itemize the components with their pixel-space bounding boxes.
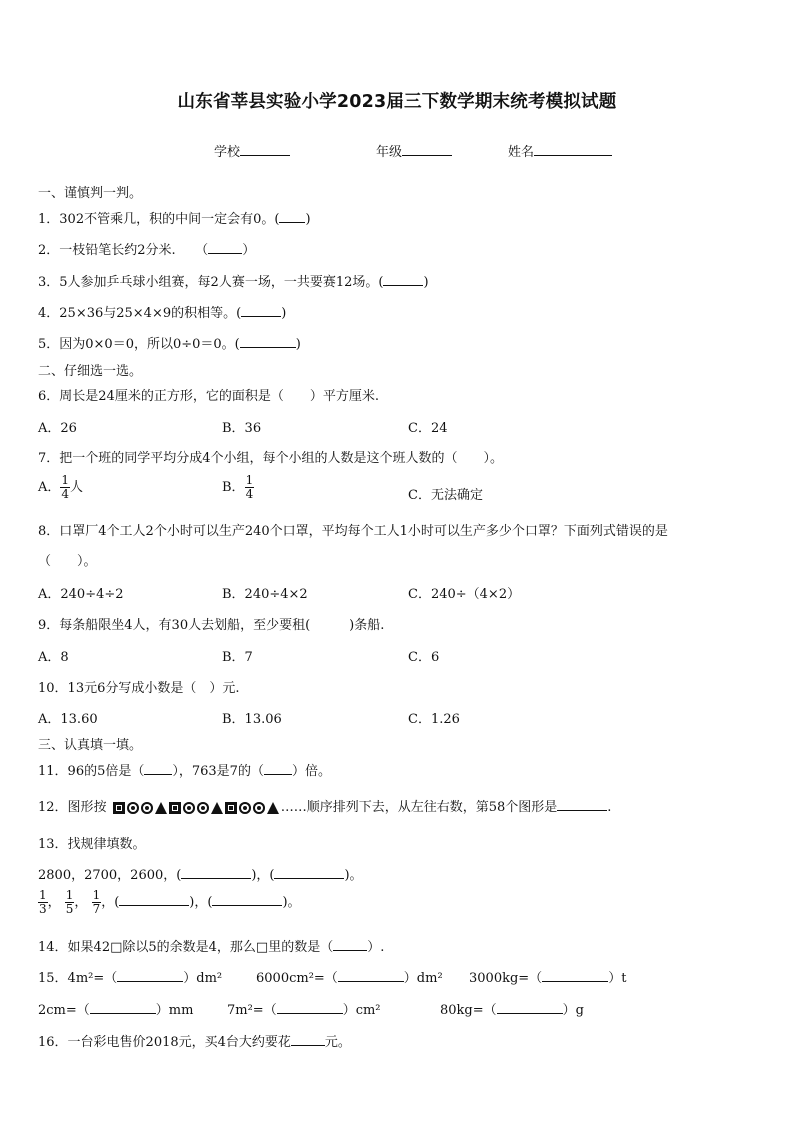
- question-13-fractions: $\frac{1}{3}$ ， $\frac{1}{5}$ ， $\frac{1}{7}$ ，( )，( )。: [39, 888, 301, 916]
- question-1: 1．302不管乘几，积的中间一定会有0。( ): [38, 212, 311, 227]
- question-15-part-2: 6000cm²=（ ）dm²: [256, 971, 443, 986]
- question-4: 4．25×36与25×4×9的积相等。( ): [38, 306, 287, 321]
- fraction: $\frac{1}{4}$: [61, 473, 70, 501]
- fraction: $\frac{1}{3}$: [39, 888, 47, 916]
- question-9: 9．每条船限坐4人，有30人去划船，至少要租( )条船.: [38, 618, 385, 633]
- option-c[interactable]: C．无法确定: [408, 488, 483, 503]
- answer-blank[interactable]: [240, 335, 296, 348]
- answer-blank[interactable]: [212, 893, 282, 906]
- question-11: 11．96的5倍是（ ），763是7的（ ）倍。: [38, 764, 331, 779]
- answer-blank[interactable]: [274, 866, 344, 879]
- question-8: 8．口罩厂4个工人2个小时可以生产240个口罩，平均每个工人1小时可以生产多少个口罩？下面列式错误的是: [38, 524, 668, 539]
- question-6: 6．周长是24厘米的正方形，它的面积是（ ）平方厘米.: [38, 389, 379, 404]
- option-a[interactable]: A．13.60: [38, 712, 98, 727]
- section-2-heading: 二、仔细选一选。: [38, 364, 143, 379]
- triangle-icon: [155, 802, 167, 814]
- question-13: 13．找规律填数。: [38, 837, 146, 852]
- circle-icon: [141, 802, 153, 814]
- section-1-heading: 一、谨慎判一判。: [38, 186, 143, 201]
- circle-icon: [183, 802, 195, 814]
- question-12: 12．图形按 ……顺序排列下去，从左往右数，第58个图形是 .: [38, 800, 612, 815]
- option-a[interactable]: A．8: [38, 650, 69, 665]
- question-15-part-3: 3000kg=（ ）t: [469, 971, 627, 986]
- square-icon: [113, 802, 125, 814]
- school-label: 学校: [214, 145, 241, 160]
- answer-blank[interactable]: [333, 938, 367, 951]
- grade-blank[interactable]: [402, 143, 452, 156]
- school-field: [214, 141, 290, 160]
- answer-blank[interactable]: [542, 969, 608, 982]
- option-b[interactable]: B．36: [222, 421, 262, 436]
- option-c[interactable]: C．1.26: [408, 712, 460, 727]
- option-b[interactable]: B．13.06: [222, 712, 282, 727]
- name-blank[interactable]: [534, 143, 612, 156]
- option-c[interactable]: C．240÷（4×2）: [408, 587, 521, 602]
- question-8-continued: （ ）。: [38, 554, 97, 569]
- name-label: 姓名: [508, 145, 535, 160]
- fraction: $\frac{1}{7}$: [92, 888, 101, 916]
- question-5: 5．因为0×0＝0，所以0÷0＝0。( ): [38, 337, 301, 352]
- answer-blank[interactable]: [383, 273, 423, 286]
- option-c[interactable]: C．24: [408, 421, 448, 436]
- option-a[interactable]: A．240÷4÷2: [38, 587, 124, 602]
- answer-blank[interactable]: [241, 304, 281, 317]
- question-7: 7．把一个班的同学平均分成4个小组，每个小组的人数是这个班人数的（ ）。: [38, 451, 504, 466]
- option-a[interactable]: A．26: [38, 421, 77, 436]
- option-b[interactable]: B．240÷4×2: [222, 587, 308, 602]
- answer-blank[interactable]: [557, 798, 607, 811]
- grade-field: [376, 141, 452, 160]
- answer-blank[interactable]: [117, 969, 183, 982]
- answer-blank[interactable]: [338, 969, 404, 982]
- question-14: 14．如果42□除以5的余数是4，那么□里的数是（ ）.: [38, 940, 385, 955]
- option-a[interactable]: A． $\frac{1}{4}$ 人: [38, 473, 84, 501]
- option-b[interactable]: B．7: [222, 650, 253, 665]
- question-10: 10．13元6分写成小数是（ ）元.: [38, 681, 240, 696]
- answer-blank[interactable]: [90, 1001, 156, 1014]
- answer-blank[interactable]: [279, 210, 305, 223]
- question-13-sequence: 2800，2700，2600，( )，( )。: [38, 868, 363, 883]
- answer-blank[interactable]: [264, 762, 292, 775]
- answer-blank[interactable]: [181, 866, 251, 879]
- answer-blank[interactable]: [497, 1001, 563, 1014]
- name-field: [508, 141, 612, 160]
- question-15-part-4: 2cm=（ ）mm: [38, 1003, 194, 1018]
- page-title: 山东省莘县实验小学2023届三下数学期末统考模拟试题: [177, 92, 617, 112]
- question-15-part-6: 80kg=（ ）g: [440, 1003, 584, 1018]
- triangle-icon: [267, 802, 279, 814]
- question-2: 2．一枝铅笔长约2分米. （ ）: [38, 243, 256, 258]
- grade-label: 年级: [376, 145, 403, 160]
- fraction: $\frac{1}{5}$: [65, 888, 74, 916]
- square-icon: [225, 802, 237, 814]
- option-c[interactable]: C．6: [408, 650, 440, 665]
- school-blank[interactable]: [240, 143, 290, 156]
- shape-sequence: [113, 802, 279, 814]
- answer-blank[interactable]: [277, 1001, 343, 1014]
- circle-icon: [127, 802, 139, 814]
- fraction: $\frac{1}{4}$: [245, 473, 254, 501]
- answer-blank[interactable]: [119, 893, 189, 906]
- question-15-part-1: 15．4m²=（ ）dm²: [38, 971, 223, 986]
- question-15-part-5: 7m²=（ ）cm²: [227, 1003, 381, 1018]
- circle-icon: [239, 802, 251, 814]
- answer-blank[interactable]: [144, 762, 172, 775]
- question-16: 16．一台彩电售价2018元，买4台大约要花 元。: [38, 1035, 351, 1050]
- question-3: 3．5人参加乒乓球小组赛，每2人赛一场，一共要赛12场。( ): [38, 275, 429, 290]
- answer-blank[interactable]: [291, 1033, 325, 1046]
- answer-blank[interactable]: [208, 241, 242, 254]
- circle-icon: [197, 802, 209, 814]
- option-b[interactable]: B． $\frac{1}{4}$: [222, 473, 254, 501]
- circle-icon: [253, 802, 265, 814]
- square-icon: [169, 802, 181, 814]
- triangle-icon: [211, 802, 223, 814]
- section-3-heading: 三、认真填一填。: [38, 738, 143, 753]
